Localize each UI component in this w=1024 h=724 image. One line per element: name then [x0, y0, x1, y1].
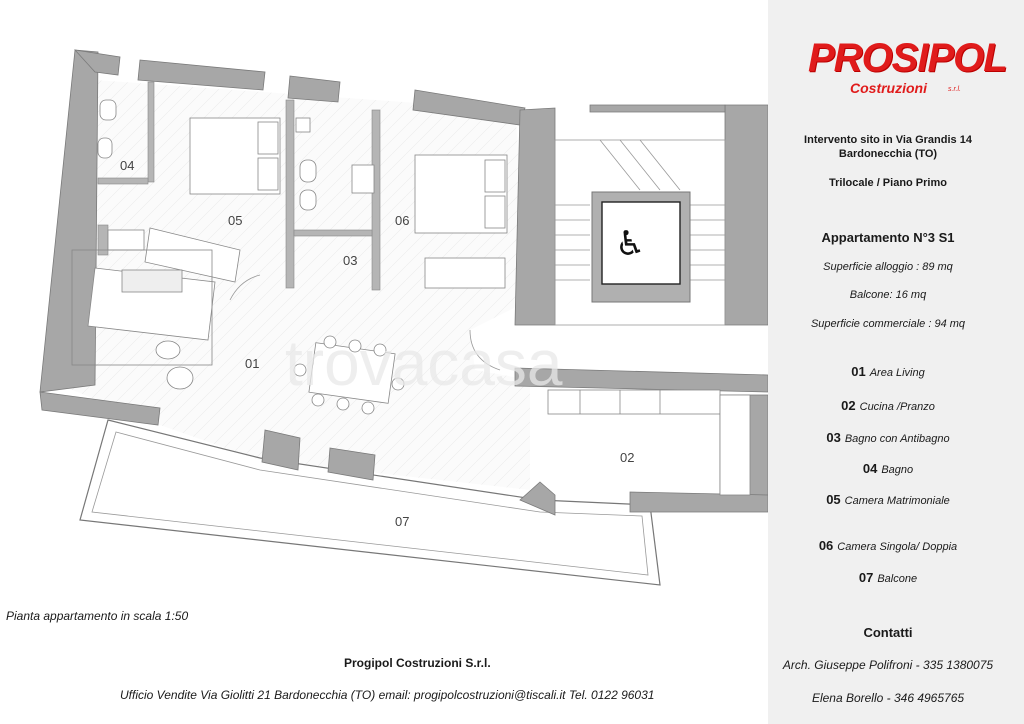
- label-06: 06: [395, 213, 410, 228]
- brand-logo: [808, 36, 1007, 106]
- contact-1: Arch. Giuseppe Polifroni - 335 1380075: [782, 658, 994, 672]
- logo-sub: Costruzioni: [850, 80, 927, 96]
- contacts-title: Contatti: [863, 625, 913, 640]
- label-07: 07: [395, 514, 410, 529]
- surface-housing: Superficie alloggio : 89 mq: [823, 261, 953, 273]
- label-05: 05: [228, 213, 243, 228]
- company-name: Progipol Costruzioni S.r.l.: [344, 656, 491, 670]
- apartment-title: Appartamento N°3 S1: [821, 230, 955, 245]
- room-legend-04: 04 Bagno: [862, 461, 914, 476]
- room-legend-06: 06 Camera Singola/ Doppia: [818, 538, 958, 553]
- label-04: 04: [120, 158, 135, 173]
- watermark: trovacasa: [285, 327, 563, 399]
- surface-commercial: Superficie commerciale : 94 mq: [810, 318, 966, 330]
- elevator: [592, 192, 690, 302]
- office-info: Ufficio Vendite Via Giolitti 21 Bardonecchia (TO) email: progipolcostruzioni@tiscali.it Tel. 0122 96031: [120, 688, 655, 702]
- kitchen: [548, 390, 750, 495]
- label-02: 02: [620, 450, 635, 465]
- sidebar: [768, 0, 1024, 724]
- logo-srl: s.r.l.: [948, 86, 961, 93]
- room-legend-02: 02 Cucina /Pranzo: [841, 398, 935, 413]
- balcony-surface: Balcone: 16 mq: [849, 289, 927, 301]
- room-legend-07: 07 Balcone: [858, 570, 918, 585]
- address-line2: Bardonecchia (TO): [838, 148, 938, 160]
- label-01: 01: [245, 356, 260, 371]
- room-legend-05: 05 Camera Matrimoniale: [826, 492, 950, 507]
- room-legend-01: 01 Area Living: [851, 364, 925, 379]
- scale-note: Pianta appartamento in scala 1:50: [6, 609, 189, 623]
- svg-text:♿: ♿: [615, 224, 646, 264]
- address-line1: Intervento sito in Via Grandis 14: [804, 134, 972, 146]
- label-03: 03: [343, 253, 358, 268]
- logo-main: PROSIPOL: [808, 36, 1007, 80]
- contact-2: Elena Borello - 346 4965765: [811, 691, 965, 705]
- room-legend-03: 03 Bagno con Antibagno: [826, 430, 950, 445]
- apartment-type: Trilocale / Piano Primo: [829, 177, 947, 189]
